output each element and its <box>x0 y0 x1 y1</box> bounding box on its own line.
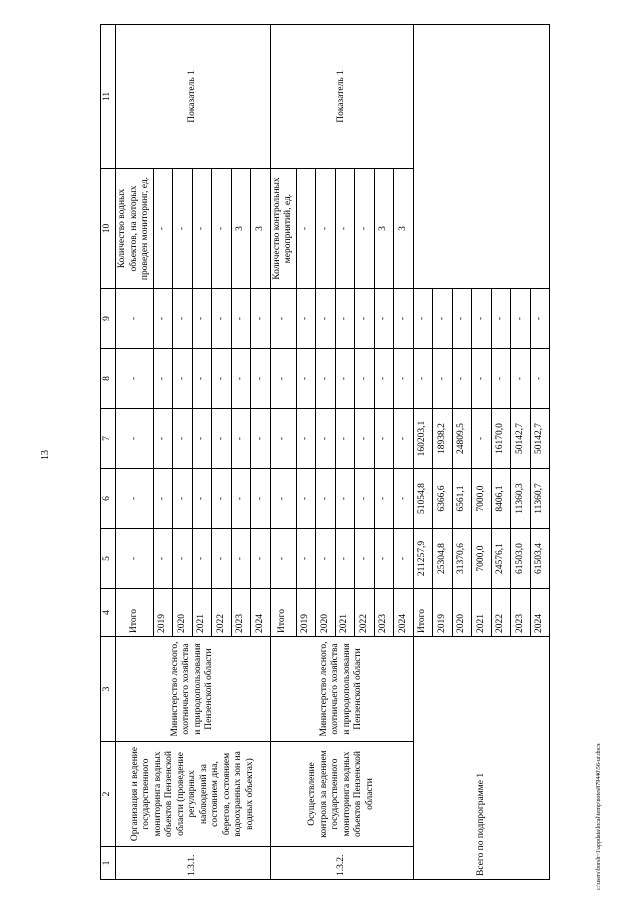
value-cell: 11360,3 <box>511 469 531 529</box>
value-cell: - <box>452 289 472 349</box>
table-row <box>116 25 154 880</box>
value-cell: 7000,0 <box>472 529 492 589</box>
column-number-cell: 10 <box>101 169 116 289</box>
value-cell: - <box>374 289 394 349</box>
value-cell: - <box>173 349 193 409</box>
value-cell: - <box>296 409 316 469</box>
indicator-ref-cell: Показатель 1 <box>270 25 413 169</box>
value-cell: - <box>316 469 336 529</box>
indicator-name-cell: Количество водных объектов, на которых проведен мониторинг, ед. <box>116 169 154 289</box>
empty-cell <box>413 25 550 289</box>
year-cell: 2020 <box>316 589 336 637</box>
value-cell: - <box>491 289 511 349</box>
value-cell: - <box>335 289 355 349</box>
value-cell: - <box>394 529 414 589</box>
value-cell: 24809,5 <box>452 409 472 469</box>
value-cell: - <box>251 349 271 409</box>
column-number-cell: 7 <box>101 409 116 469</box>
value-cell: 31370,6 <box>452 529 472 589</box>
column-number-cell: 4 <box>101 589 116 637</box>
value-cell: - <box>192 529 212 589</box>
value-cell: 6366,6 <box>433 469 453 529</box>
total-label-cell: Всего по подпрограмме 1 <box>413 637 550 880</box>
year-cell: 2021 <box>472 589 492 637</box>
indicator-value-cell: - <box>335 169 355 289</box>
value-cell: 6561,1 <box>452 469 472 529</box>
value-cell: - <box>116 289 154 349</box>
value-cell: - <box>231 529 251 589</box>
value-cell: - <box>296 529 316 589</box>
value-cell: 16170,0 <box>491 409 511 469</box>
year-cell: 2021 <box>335 589 355 637</box>
year-cell: 2023 <box>231 589 251 637</box>
value-cell: - <box>153 529 173 589</box>
value-cell: - <box>394 289 414 349</box>
indicator-ref-cell: Показатель 1 <box>116 25 271 169</box>
indicator-value-cell: - <box>212 169 232 289</box>
value-cell: - <box>355 529 375 589</box>
indicator-value-cell: 3 <box>231 169 251 289</box>
value-cell: - <box>231 469 251 529</box>
year-cell: 2023 <box>511 589 531 637</box>
indicator-value-cell: - <box>355 169 375 289</box>
value-cell: - <box>153 409 173 469</box>
value-cell: 50142,7 <box>530 409 550 469</box>
value-cell: - <box>472 409 492 469</box>
indicator-value-cell: 3 <box>374 169 394 289</box>
rotated-table-container <box>100 25 575 880</box>
column-number-cell: 9 <box>101 289 116 349</box>
indicator-value-cell: - <box>316 169 336 289</box>
value-cell: 18938,2 <box>433 409 453 469</box>
value-cell: - <box>413 349 433 409</box>
value-cell: - <box>316 349 336 409</box>
value-cell: - <box>335 469 355 529</box>
value-cell: - <box>472 289 492 349</box>
value-cell: - <box>251 529 271 589</box>
column-number-cell: 1 <box>101 847 116 880</box>
page-number: 13 <box>40 450 51 460</box>
value-cell: - <box>335 349 355 409</box>
value-cell: - <box>433 289 453 349</box>
value-cell: - <box>251 289 271 349</box>
indicator-name-cell: Количество контрольных мероприятий, ед. <box>270 169 296 289</box>
year-cell: 2022 <box>491 589 511 637</box>
value-cell: - <box>374 469 394 529</box>
executor-cell: Министерство лесного, охотничьего хозяйства и природопользования Пензенской области <box>116 637 271 742</box>
value-cell: 51054,8 <box>413 469 433 529</box>
value-cell: - <box>316 529 336 589</box>
value-cell: - <box>251 409 271 469</box>
value-cell: - <box>433 349 453 409</box>
value-cell: 160203,1 <box>413 409 433 469</box>
value-cell: - <box>173 289 193 349</box>
value-cell: 8406,1 <box>491 469 511 529</box>
value-cell: - <box>413 289 433 349</box>
footer-path-text: c:\users\borsh~1\appdata\local\temp\notes879440\56-ur.docx <box>596 743 602 890</box>
value-cell: - <box>231 349 251 409</box>
year-cell: 2024 <box>394 589 414 637</box>
executor-cell: Министерство лесного, охотничьего хозяйства и природопользования Пензенской области <box>270 637 413 742</box>
value-cell: - <box>270 289 296 349</box>
program-table <box>100 24 550 880</box>
year-cell: Итого <box>413 589 433 637</box>
value-cell: - <box>511 289 531 349</box>
value-cell: 50142,7 <box>511 409 531 469</box>
year-cell: Итого <box>270 589 296 637</box>
value-cell: - <box>153 469 173 529</box>
table-row <box>413 25 433 880</box>
value-cell: - <box>270 529 296 589</box>
value-cell: - <box>270 349 296 409</box>
value-cell: - <box>355 469 375 529</box>
column-number-cell: 6 <box>101 469 116 529</box>
measure-name-cell: Осуществление контроля за ведением государственного мониторинга водных объектов Пензенской области <box>270 742 413 847</box>
value-cell: - <box>173 529 193 589</box>
value-cell: - <box>491 349 511 409</box>
value-cell: - <box>270 469 296 529</box>
year-cell: 2019 <box>433 589 453 637</box>
value-cell: - <box>316 289 336 349</box>
value-cell: 7000,0 <box>472 469 492 529</box>
value-cell: - <box>335 529 355 589</box>
value-cell: 11360,7 <box>530 469 550 529</box>
year-cell: 2021 <box>192 589 212 637</box>
value-cell: - <box>251 469 271 529</box>
value-cell: - <box>212 529 232 589</box>
value-cell: - <box>374 529 394 589</box>
value-cell: - <box>116 529 154 589</box>
value-cell: - <box>452 349 472 409</box>
year-cell: 2022 <box>355 589 375 637</box>
year-cell: 2024 <box>530 589 550 637</box>
value-cell: - <box>212 289 232 349</box>
indicator-value-cell: 3 <box>251 169 271 289</box>
value-cell: - <box>116 409 154 469</box>
year-cell: 2022 <box>212 589 232 637</box>
value-cell: - <box>355 409 375 469</box>
value-cell: - <box>231 289 251 349</box>
column-number-row <box>101 25 116 880</box>
value-cell: 211257,9 <box>413 529 433 589</box>
value-cell: - <box>355 289 375 349</box>
value-cell: - <box>173 469 193 529</box>
value-cell: - <box>192 289 212 349</box>
indicator-value-cell: 3 <box>394 169 414 289</box>
value-cell: - <box>153 349 173 409</box>
value-cell: - <box>296 349 316 409</box>
value-cell: - <box>116 469 154 529</box>
year-cell: Итого <box>116 589 154 637</box>
year-cell: 2020 <box>173 589 193 637</box>
year-cell: 2020 <box>452 589 472 637</box>
column-number-cell: 8 <box>101 349 116 409</box>
value-cell: - <box>192 469 212 529</box>
indicator-value-cell: - <box>153 169 173 289</box>
indicator-value-cell: - <box>173 169 193 289</box>
value-cell: - <box>212 469 232 529</box>
year-cell: 2023 <box>374 589 394 637</box>
value-cell: - <box>511 349 531 409</box>
column-number-cell: 3 <box>101 637 116 742</box>
value-cell: 61503,4 <box>530 529 550 589</box>
value-cell: - <box>153 289 173 349</box>
value-cell: - <box>394 349 414 409</box>
value-cell: - <box>192 409 212 469</box>
value-cell: - <box>270 409 296 469</box>
value-cell: - <box>173 409 193 469</box>
value-cell: 61503,0 <box>511 529 531 589</box>
value-cell: - <box>530 289 550 349</box>
measure-id-cell: 1.3.1. <box>116 847 271 880</box>
value-cell: - <box>394 469 414 529</box>
value-cell: - <box>394 409 414 469</box>
table-row <box>270 25 296 880</box>
year-cell: 2024 <box>251 589 271 637</box>
column-number-cell: 5 <box>101 529 116 589</box>
value-cell: - <box>296 289 316 349</box>
value-cell: - <box>212 409 232 469</box>
value-cell: - <box>374 349 394 409</box>
measure-id-cell: 1.3.2. <box>270 847 413 880</box>
measure-name-cell: Организация и ведение государственного мониторинга водных объектов Пензенской области (проведение регулярных наблюдений за состоянием дна, берегов, состоянием водоохранных зон на водных объектах) <box>116 742 271 847</box>
value-cell: - <box>335 409 355 469</box>
value-cell: 25304,8 <box>433 529 453 589</box>
value-cell: - <box>316 409 336 469</box>
value-cell: - <box>530 349 550 409</box>
value-cell: - <box>374 409 394 469</box>
value-cell: - <box>116 349 154 409</box>
column-number-cell: 2 <box>101 742 116 847</box>
year-cell: 2019 <box>296 589 316 637</box>
indicator-value-cell: - <box>192 169 212 289</box>
value-cell: - <box>192 349 212 409</box>
value-cell: - <box>472 349 492 409</box>
value-cell: - <box>212 349 232 409</box>
value-cell: - <box>355 349 375 409</box>
column-number-cell: 11 <box>101 25 116 169</box>
indicator-value-cell: - <box>296 169 316 289</box>
value-cell: 24576,1 <box>491 529 511 589</box>
year-cell: 2019 <box>153 589 173 637</box>
value-cell: - <box>231 409 251 469</box>
value-cell: - <box>296 469 316 529</box>
